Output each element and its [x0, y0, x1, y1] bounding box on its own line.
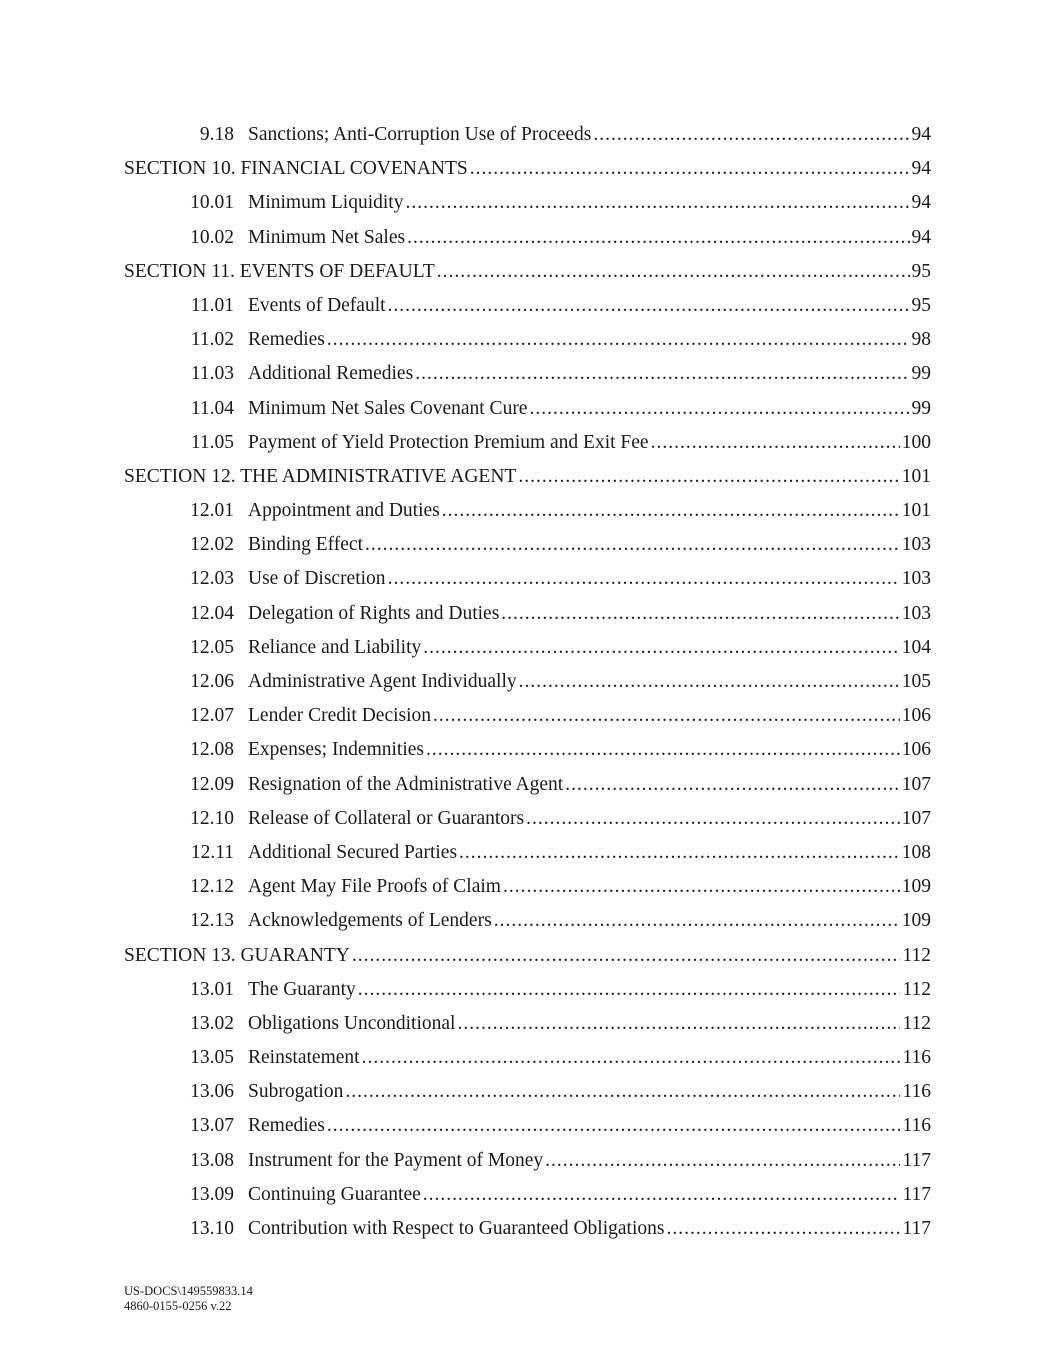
- toc-subsection-entry[interactable]: [0, 871, 1055, 905]
- toc-entry-line: [248, 362, 931, 386]
- toc-entry-number: 10.01: [190, 192, 234, 214]
- toc-entry-title: Reliance and Liability: [248, 636, 422, 658]
- toc-entry-line: [248, 533, 931, 557]
- toc-entry-title: SECTION 13. GUARANTY: [124, 944, 350, 966]
- toc-entry-title: Minimum Liquidity: [248, 192, 404, 214]
- toc-entry-number: 12.09: [190, 773, 234, 795]
- toc-entry-title: Binding Effect: [248, 534, 363, 556]
- toc-entry-title: The Guaranty: [248, 978, 356, 1000]
- toc-entry-page-number: 107: [901, 807, 931, 829]
- footer-doc-id: US-DOCS\149559833.14: [124, 1284, 253, 1298]
- toc-entry-number: 13.08: [190, 1149, 234, 1171]
- toc-subsection-entry[interactable]: [0, 1008, 1055, 1042]
- toc-entry-page-number: 103: [901, 568, 931, 590]
- toc-entry-page-number: 104: [901, 636, 931, 658]
- toc-entry-title: Obligations Unconditional: [248, 1012, 456, 1034]
- toc-entry-line: [248, 123, 931, 147]
- toc-entry-page-number: 95: [911, 260, 931, 282]
- toc-entry-line: [124, 157, 931, 181]
- toc-entry-line: [248, 1080, 931, 1104]
- toc-subsection-entry[interactable]: [0, 837, 1055, 871]
- dot-leader: [494, 909, 900, 933]
- toc-entry-page-number: 107: [901, 773, 931, 795]
- dot-leader: [426, 738, 900, 762]
- toc-entry-title: Continuing Guarantee: [248, 1183, 421, 1205]
- dot-leader: [327, 1114, 901, 1138]
- toc-entry-title: SECTION 12. THE ADMINISTRATIVE AGENT: [124, 465, 517, 487]
- dot-leader: [651, 431, 900, 455]
- toc-entry-title: Agent May File Proofs of Claim: [248, 876, 501, 898]
- toc-entry-page-number: 106: [901, 739, 931, 761]
- toc-subsection-entry[interactable]: [0, 1213, 1055, 1247]
- toc-entry-number: 12.12: [190, 876, 234, 898]
- toc-entry-page-number: 116: [902, 1115, 931, 1137]
- toc-entry-line: [248, 1149, 931, 1173]
- dot-leader: [423, 1183, 901, 1207]
- dot-leader: [529, 397, 909, 421]
- toc-entry-title: Expenses; Indemnities: [248, 739, 425, 761]
- toc-entry-title: Lender Credit Decision: [248, 705, 432, 727]
- dot-leader: [519, 670, 900, 694]
- toc-entry-title: Contribution with Respect to Guaranteed Obligations: [248, 1218, 665, 1239]
- toc-subsection-entry[interactable]: [0, 358, 1055, 392]
- toc-subsection-entry[interactable]: [0, 905, 1055, 939]
- toc-entry-page-number: 101: [901, 465, 931, 487]
- toc-subsection-entry[interactable]: [0, 290, 1055, 324]
- toc-entry-page-number: 99: [911, 397, 931, 419]
- toc-subsection-entry[interactable]: [0, 769, 1055, 803]
- toc-entry-line: [248, 875, 931, 899]
- toc-entry-line: [248, 191, 931, 215]
- toc-entry-number: 13.06: [190, 1081, 234, 1103]
- dot-leader: [457, 1012, 900, 1036]
- toc-entry-page-number: 112: [902, 944, 931, 966]
- toc-entry-title: Minimum Net Sales Covenant Cure: [248, 397, 528, 419]
- toc-entry-page-number: 94: [911, 124, 931, 145]
- toc-entry-page-number: 98: [911, 329, 931, 351]
- toc-entry-page-number: 116: [902, 1081, 931, 1103]
- toc-entry-line: [124, 944, 931, 968]
- toc-entry-number: 9.18: [199, 124, 234, 145]
- toc-subsection-entry[interactable]: [0, 700, 1055, 734]
- toc-entry-line: [248, 841, 931, 865]
- toc-entry-number: 12.02: [190, 534, 234, 556]
- toc-entry-number: 11.02: [190, 329, 234, 351]
- dot-leader: [352, 944, 901, 968]
- toc-entry-title: Release of Collateral or Guarantors: [248, 807, 525, 829]
- dot-leader: [415, 362, 909, 386]
- toc-subsection-entry[interactable]: [0, 666, 1055, 700]
- toc-entry-page-number: 109: [901, 910, 931, 932]
- toc-entry-number: 10.02: [190, 226, 234, 248]
- toc-entry-page-number: 116: [902, 1047, 931, 1069]
- toc-entry-number: 13.05: [190, 1047, 234, 1069]
- toc-entry-title: Minimum Net Sales: [248, 226, 406, 248]
- toc-entry-number: 13.01: [190, 978, 234, 1000]
- dot-leader: [437, 260, 910, 284]
- toc-entry-number: 12.05: [190, 636, 234, 658]
- toc-entry-line: [248, 670, 931, 694]
- toc-subsection-entry[interactable]: [0, 1145, 1055, 1179]
- toc-entry-number: 12.08: [190, 739, 234, 761]
- toc-entry-page-number: 105: [901, 671, 931, 692]
- dot-leader: [358, 978, 901, 1002]
- toc-entry-title: SECTION 10. FINANCIAL COVENANTS: [124, 158, 468, 180]
- toc-entry-line: [248, 602, 931, 626]
- toc-entry-page-number: 106: [901, 705, 931, 727]
- toc-entry-title: Events of Default: [248, 294, 386, 316]
- toc-entry-line: [248, 1183, 931, 1207]
- toc-entry-title: Administrative Agent Individually: [248, 671, 517, 692]
- toc-entry-title: Instrument for the Payment of Money: [248, 1149, 544, 1171]
- toc-subsection-entry[interactable]: [0, 1110, 1055, 1144]
- toc-entry-line: [248, 567, 931, 591]
- toc-subsection-entry[interactable]: [0, 1076, 1055, 1110]
- toc-entry-title: Appointment and Duties: [248, 500, 440, 522]
- toc-entry-line: [248, 773, 931, 797]
- dot-leader: [388, 567, 900, 591]
- toc-entry-title: Subrogation: [248, 1081, 344, 1103]
- dot-leader: [459, 841, 900, 865]
- toc-entry-line: [124, 465, 931, 489]
- dot-leader: [327, 328, 910, 352]
- toc-entry-line: [248, 328, 931, 352]
- toc-entry-page-number: 112: [902, 978, 931, 1000]
- toc-subsection-entry[interactable]: [0, 187, 1055, 221]
- toc-entry-number: 13.10: [190, 1218, 234, 1239]
- toc-section-entry[interactable]: [0, 153, 1055, 187]
- toc-entry-title: Use of Discretion: [248, 568, 386, 590]
- toc-entry-page-number: 108: [901, 841, 931, 863]
- toc-subsection-entry[interactable]: [0, 119, 1055, 153]
- toc-entry-line: [248, 294, 931, 318]
- dot-leader: [518, 465, 899, 489]
- dot-leader: [345, 1080, 900, 1104]
- toc-entry-title: Remedies: [248, 329, 325, 351]
- dot-leader: [365, 533, 900, 557]
- toc-entry-title: Additional Remedies: [248, 363, 414, 385]
- dot-leader: [405, 191, 909, 215]
- dot-leader: [433, 704, 900, 728]
- toc-entry-page-number: 109: [901, 876, 931, 898]
- toc-entry-line: [248, 1114, 931, 1138]
- toc-entry-page-number: 99: [911, 363, 931, 385]
- toc-entry-number: 12.10: [190, 807, 234, 829]
- toc-entry-number: 11.01: [190, 294, 234, 316]
- toc-entry-line: [248, 431, 931, 455]
- toc-entry-page-number: 103: [901, 534, 931, 556]
- toc-subsection-entry[interactable]: [0, 974, 1055, 1008]
- toc-entry-page-number: 117: [902, 1149, 931, 1171]
- toc-entry-number: 12.01: [190, 500, 234, 522]
- toc-subsection-entry[interactable]: [0, 734, 1055, 768]
- toc-entry-title: Sanctions; Anti-Corruption Use of Proceeds: [248, 124, 592, 145]
- toc-entry-number: 12.11: [190, 841, 234, 863]
- dot-leader: [423, 636, 899, 660]
- toc-subsection-entry[interactable]: [0, 529, 1055, 563]
- toc-subsection-entry[interactable]: [0, 222, 1055, 256]
- toc-section-entry[interactable]: [0, 461, 1055, 495]
- toc-subsection-entry[interactable]: [0, 1042, 1055, 1076]
- toc-entry-line: [248, 807, 931, 831]
- toc-subsection-entry[interactable]: [0, 427, 1055, 461]
- dot-leader: [442, 499, 900, 523]
- toc-section-entry[interactable]: [0, 256, 1055, 290]
- toc-entry-number: 12.04: [190, 602, 234, 624]
- toc-entry-line: [248, 499, 931, 523]
- toc-entry-number: 13.07: [190, 1115, 234, 1137]
- dot-leader: [526, 807, 900, 831]
- toc-entry-page-number: 94: [911, 158, 931, 180]
- toc-entry-number: 11.05: [190, 431, 234, 453]
- toc-entry-page-number: 94: [911, 226, 931, 248]
- toc-entry-line: [248, 1046, 931, 1070]
- toc-entry-title: Resignation of the Administrative Agent: [248, 773, 564, 795]
- toc-entry-line: [248, 636, 931, 660]
- toc-subsection-entry[interactable]: [0, 1179, 1055, 1213]
- toc-entry-title: Additional Secured Parties: [248, 841, 458, 863]
- dot-leader: [545, 1149, 900, 1173]
- table-of-contents: [0, 119, 1055, 1247]
- toc-entry-number: 13.02: [190, 1012, 234, 1034]
- toc-entry-page-number: 100: [901, 431, 931, 453]
- toc-entry-line: [248, 397, 931, 421]
- toc-entry-line: [124, 260, 931, 284]
- dot-leader: [565, 773, 900, 797]
- toc-entry-title: Delegation of Rights and Duties: [248, 602, 500, 624]
- toc-entry-line: [248, 1217, 931, 1241]
- toc-entry-number: 12.13: [190, 910, 234, 932]
- toc-entry-title: Payment of Yield Protection Premium and Exit Fee: [248, 431, 649, 453]
- toc-entry-line: [248, 978, 931, 1002]
- dot-leader: [501, 602, 899, 626]
- toc-entry-page-number: 94: [911, 192, 931, 214]
- toc-entry-page-number: 117: [902, 1183, 931, 1205]
- toc-entry-title: SECTION 11. EVENTS OF DEFAULT: [124, 260, 435, 282]
- toc-entry-line: [248, 909, 931, 933]
- dot-leader: [666, 1217, 900, 1241]
- dot-leader: [593, 123, 909, 147]
- toc-entry-line: [248, 226, 931, 250]
- toc-entry-title: Remedies: [248, 1115, 325, 1137]
- toc-entry-page-number: 117: [902, 1218, 931, 1239]
- toc-entry-page-number: 101: [901, 500, 931, 522]
- toc-subsection-entry[interactable]: [0, 598, 1055, 632]
- toc-subsection-entry[interactable]: [0, 632, 1055, 666]
- document-footer: [124, 1284, 253, 1313]
- dot-leader: [388, 294, 910, 318]
- dot-leader: [407, 226, 909, 250]
- toc-subsection-entry[interactable]: [0, 563, 1055, 597]
- toc-entry-number: 11.03: [190, 363, 234, 385]
- toc-entry-line: [248, 704, 931, 728]
- toc-subsection-entry[interactable]: [0, 803, 1055, 837]
- toc-entry-line: [248, 738, 931, 762]
- dot-leader: [362, 1046, 901, 1070]
- toc-entry-page-number: 103: [901, 602, 931, 624]
- dot-leader: [470, 157, 910, 181]
- toc-entry-number: 12.03: [190, 568, 234, 590]
- toc-entry-page-number: 95: [911, 294, 931, 316]
- toc-entry-page-number: 112: [902, 1012, 931, 1034]
- footer-version: 4860-0155-0256 v.22: [124, 1298, 232, 1313]
- toc-entry-line: [248, 1012, 931, 1036]
- dot-leader: [503, 875, 900, 899]
- toc-entry-title: Acknowledgements of Lenders: [248, 910, 492, 932]
- toc-subsection-entry[interactable]: [0, 324, 1055, 358]
- toc-subsection-entry[interactable]: [0, 495, 1055, 529]
- toc-entry-number: 13.09: [190, 1183, 234, 1205]
- toc-section-entry[interactable]: [0, 940, 1055, 974]
- toc-entry-number: 11.04: [190, 397, 234, 419]
- toc-entry-title: Reinstatement: [248, 1047, 360, 1069]
- toc-subsection-entry[interactable]: [0, 393, 1055, 427]
- toc-entry-number: 12.06: [190, 671, 234, 692]
- toc-entry-number: 12.07: [190, 705, 234, 727]
